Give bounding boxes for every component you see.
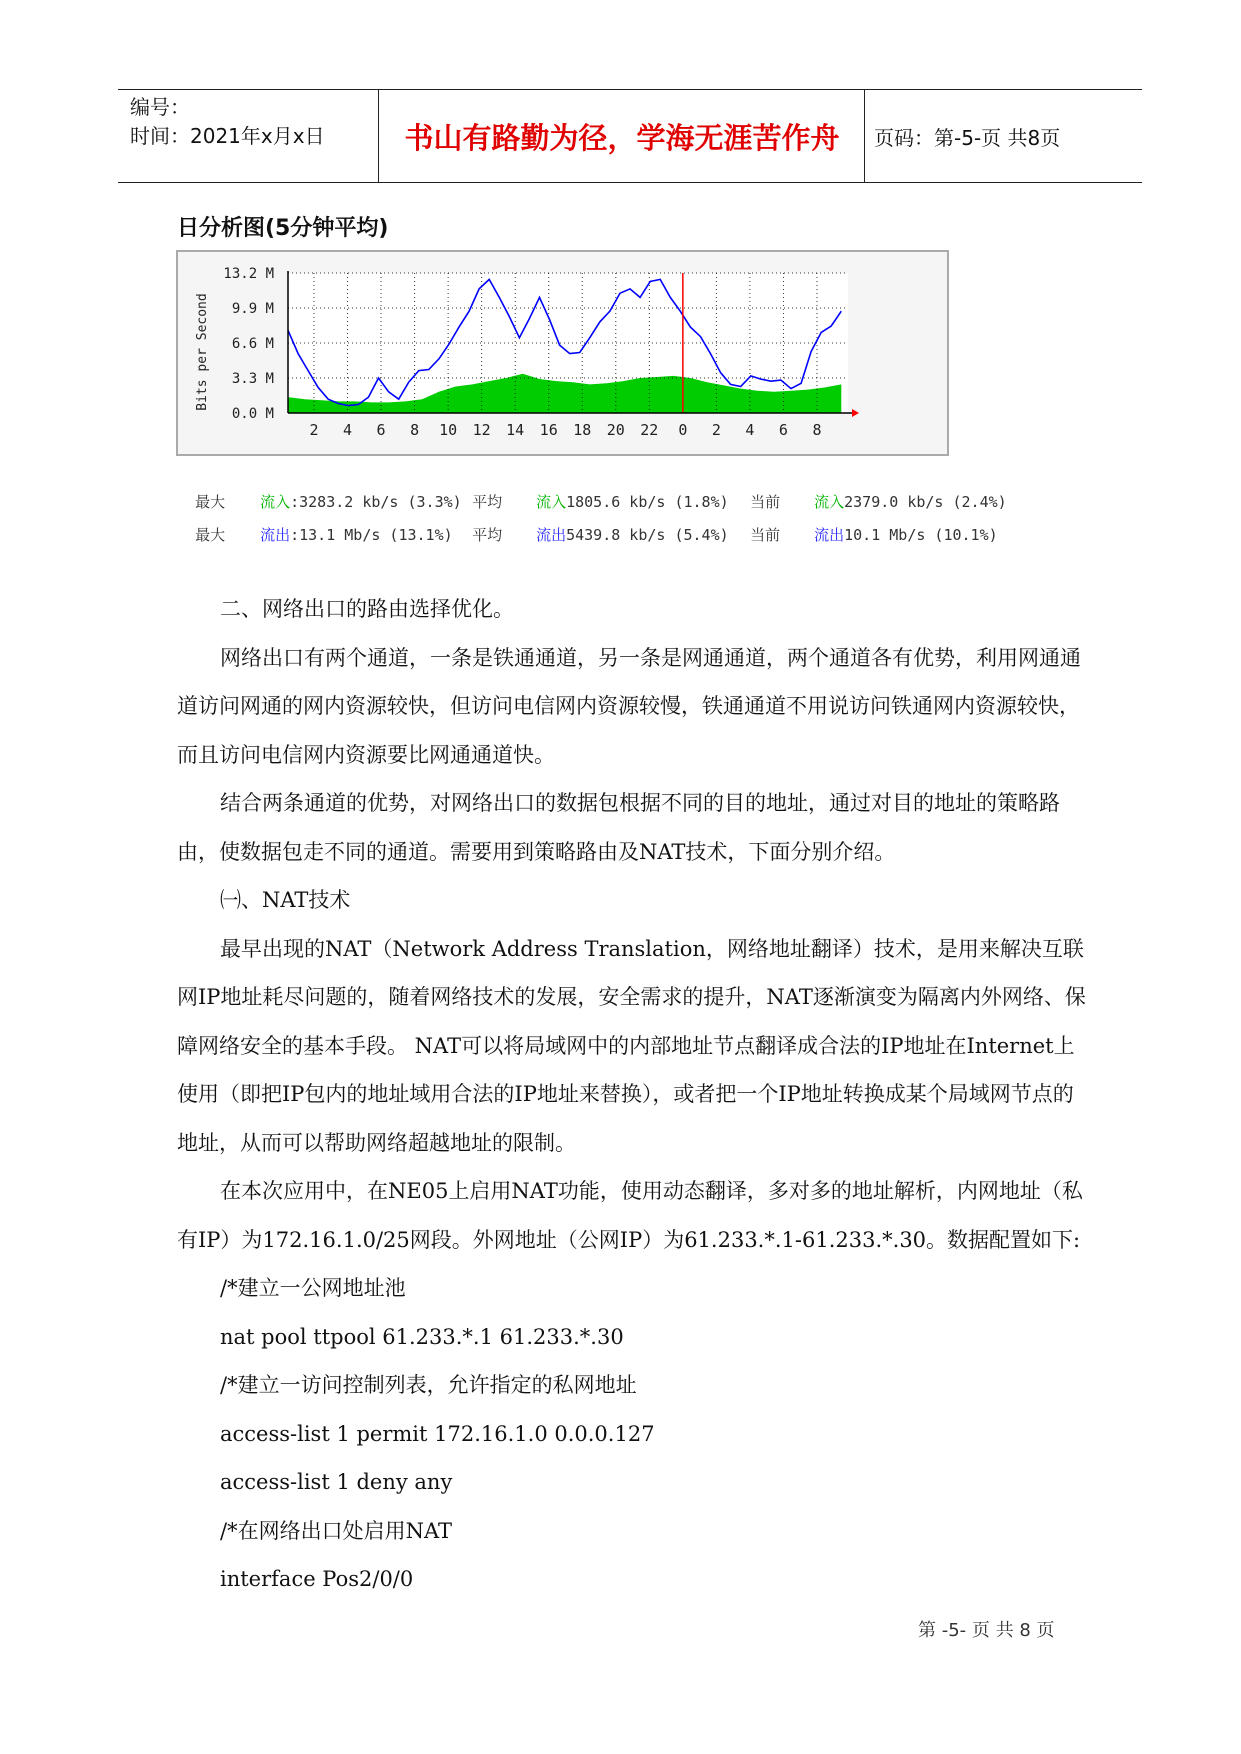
x-tick-label: 0	[678, 421, 688, 439]
x-tick-label: 14	[506, 421, 525, 439]
paragraph: 最早出现的NAT（Network Address Translation，网络地址翻译）技术，是用来解决互联网IP地址耗尽问题的，随着网络技术的发展，安全需求的提升，NAT逐渐演变为隔离内外网络、保障网络安全的基本手段。 NAT可以将局域网中的内部地址节点翻译成合法的IP地址在Internet上使用（即把IP包内的地址域用合法的IP地址来替换），或者把一个IP地址转换成某个局域网节点的地址，从而可以帮助网络超越地址的限制。	[177, 936, 1086, 1155]
stats-avg-label: 平均	[472, 526, 503, 544]
config-line: /*在网络出口处启用NAT	[220, 1518, 452, 1543]
stats-max-label: 最大	[195, 526, 226, 544]
stats-max-value: :3283.2 kb/s (3.3%)	[290, 493, 462, 511]
x-tick-label: 4	[745, 421, 755, 439]
x-tick-label: 18	[573, 421, 592, 439]
config-line: /*建立一访问控制列表，允许指定的私网地址	[220, 1373, 637, 1397]
traffic-chart-svg	[178, 252, 947, 454]
config-line: interface Pos2/0/0	[220, 1567, 414, 1591]
stats-cur-name: 流出	[814, 526, 845, 544]
header-number-label: 编号：	[130, 95, 190, 119]
x-tick-label: 8	[410, 421, 420, 439]
stats-max-value: :13.1 Mb/s (13.1%)	[290, 526, 453, 544]
y-tick-label: 3.3 M	[231, 371, 274, 387]
stats-avg-label: 平均	[472, 493, 503, 511]
config-line: /*建立一公网地址池	[220, 1276, 406, 1300]
stats-cur-value: 10.1 Mb/s (10.1%)	[844, 526, 998, 544]
x-tick-label: 4	[343, 421, 353, 439]
x-tick-label: 10	[439, 421, 458, 439]
stats-row-out	[177, 506, 998, 545]
config-line: access-list 1 deny any	[220, 1470, 453, 1494]
subsection-title: ㈠、NAT技术	[220, 888, 351, 912]
header-page-label: 页码：第-5-页 共8页	[874, 125, 1061, 150]
paragraph: 在本次应用中，在NE05上启用NAT功能，使用动态翻译，多对多的地址解析，内网地址（私有IP）为172.16.1.0/25网段。外网地址（公网IP）为61.233.*.1-61.233.*.30。数据配置如下:	[177, 1179, 1083, 1252]
paragraph: 结合两条通道的优势，对网络出口的数据包根据不同的目的地址，通过对目的地址的策略路由，使数据包走不同的通道。需要用到策略路由及NAT技术，下面分别介绍。	[177, 791, 1060, 864]
x-tick-label: 20	[606, 421, 625, 439]
y-tick-label: 13.2 M	[223, 266, 274, 282]
stats-avg-value: 1805.6 kb/s (1.8%)	[566, 493, 729, 511]
page-footer: 第 -5- 页 共 8 页	[918, 1620, 1055, 1641]
stats-cur-name: 流入	[814, 493, 845, 511]
x-tick-label: 16	[539, 421, 558, 439]
stats-in-label: 流入	[260, 493, 291, 511]
stats-cur-label: 当前	[750, 493, 781, 511]
page-header	[118, 89, 1142, 183]
figure-title: 日分析图(5分钟平均)	[177, 216, 389, 241]
x-tick-label: 6	[778, 421, 788, 439]
stats-cur-label: 当前	[750, 526, 781, 544]
y-tick-label: 0.0 M	[231, 406, 274, 422]
stats-avg-name: 流入	[536, 493, 567, 511]
stats-max-label: 最大	[195, 493, 226, 511]
stats-cur-value: 2379.0 kb/s (2.4%)	[844, 493, 1007, 511]
config-line: nat pool ttpool 61.233.*.1 61.233.*.30	[220, 1324, 624, 1349]
traffic-chart	[176, 250, 949, 456]
stats-avg-name: 流出	[536, 526, 567, 544]
config-line: access-list 1 permit 172.16.1.0 0.0.0.127	[220, 1421, 655, 1446]
x-tick-label: 8	[812, 421, 822, 439]
chart-ylabel: Bits per Second	[195, 293, 210, 411]
y-tick-label: 6.6 M	[231, 336, 274, 352]
x-tick-label: 2	[711, 421, 721, 439]
header-meta	[130, 93, 378, 151]
section-title: 二、网络出口的路由选择优化。	[220, 597, 514, 621]
body-text	[177, 585, 1087, 1604]
header-motto: 书山有路勤为径，学海无涯苦作舟	[404, 120, 840, 155]
stats-out-label: 流出	[260, 526, 291, 544]
stats-avg-value: 5439.8 kb/s (5.4%)	[566, 526, 729, 544]
x-tick-label: 6	[376, 421, 386, 439]
y-tick-label: 9.9 M	[231, 301, 274, 317]
x-tick-label: 12	[472, 421, 491, 439]
x-tick-label: 2	[309, 421, 319, 439]
header-time-label: 时间：2021年x月x日	[130, 124, 325, 148]
paragraph: 网络出口有两个通道，一条是铁通通道，另一条是网通通道，两个通道各有优势，利用网通通道访问网通的网内资源较快，但访问电信网内资源较慢，铁通通道不用说访问铁通网内资源较快，而且访问电信网内资源要比网通通道快。	[177, 645, 1081, 767]
x-tick-label: 22	[640, 421, 659, 439]
x-axis-arrow	[852, 409, 859, 417]
header-divider	[864, 90, 865, 182]
